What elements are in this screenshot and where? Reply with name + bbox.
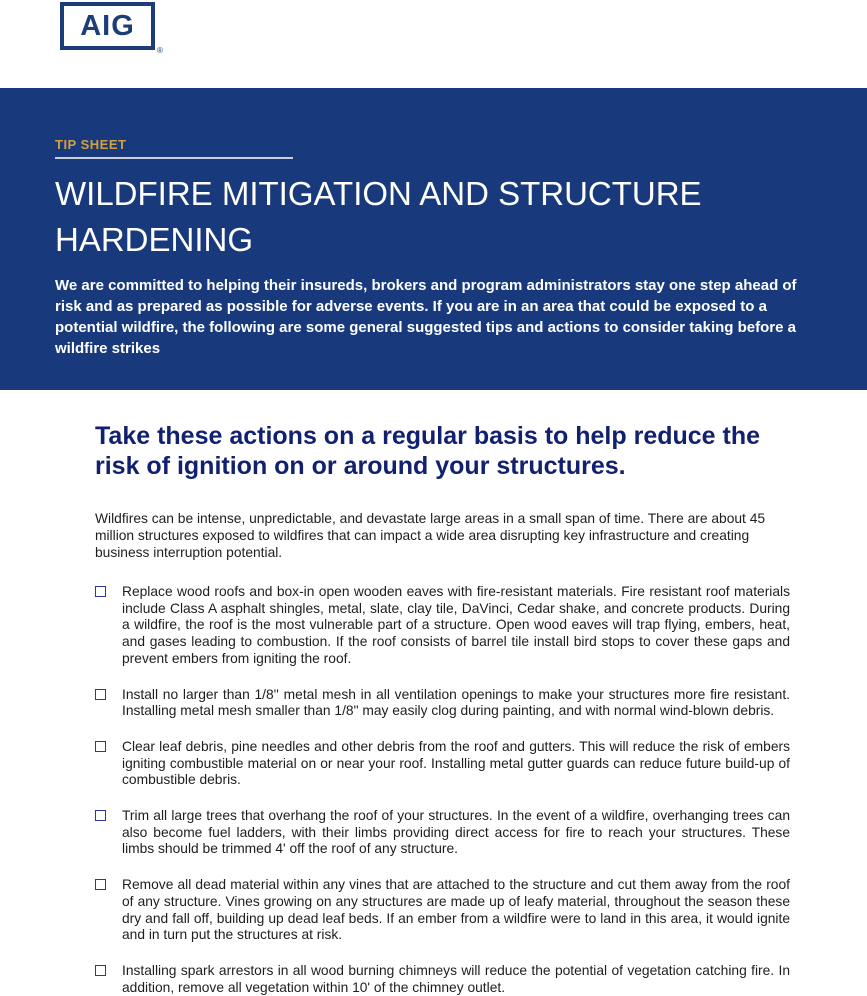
checkbox-icon: [95, 586, 106, 597]
banner: [0, 88, 867, 390]
checklist-item: [95, 808, 790, 858]
checklist-item: [95, 877, 790, 944]
aig-logo: [60, 2, 155, 50]
checklist-item: [95, 739, 790, 789]
checklist-item-text: Installing spark arrestors in all wood burning chimneys will reduce the potential of vegetation catching fire. In addition, remove all vegetation within 10' of the chimney outlet.: [122, 962, 790, 995]
checkbox-icon: [95, 965, 106, 976]
tip-sheet-label: TIP SHEET: [55, 137, 127, 152]
checklist-item-text: Remove all dead material within any vines that are attached to the structure and cut them away from the roof of any structure. Vines growing on any structures are made up of leafy material, throughout the season these dry and fall off, building up dead leaf beds. If an ember from a wildfire were to land in this area, it would ignite and in turn put the structures at risk.: [122, 877, 790, 943]
checkbox-icon: [95, 741, 106, 752]
checklist-item: [95, 584, 790, 668]
checklist-item-text: Trim all large trees that overhang the roof of your structures. In the event of a wildfire, overhanging trees can also become fuel ladders, with their limbs providing direct access for fire to reach your structures. These limbs should be trimmed 4' off the roof of any structure.: [122, 808, 790, 857]
checklist-item: [95, 687, 790, 720]
checkbox-icon: [95, 810, 106, 821]
checkbox-icon: [95, 689, 106, 700]
checkbox-icon: [95, 879, 106, 890]
checklist-item-text: Replace wood roofs and box-in open wooden eaves with fire-resistant materials. Fire resistant roof materials include Class A asphalt shingles, metal, slate, clay tile, DaVinci, Cedar shake, and concrete products. During a wildfire, the roof is the most vulnerable part of a structure. Open wood eaves will trap flying, embers, heat, and gases leading to combustion. If the roof consists of barrel tile install bird stops to cover these gaps and prevent embers from igniting the roof.: [122, 584, 790, 666]
page-header: [0, 0, 867, 88]
main-content: [0, 390, 867, 996]
checklist-item-text: Clear leaf debris, pine needles and other debris from the roof and gutters. This will reduce the risk of embers igniting combustible material on or near your roof. Installing metal gutter guards can reduce future build-up of combustible debris.: [122, 738, 790, 788]
banner-intro-paragraph: We are committed to helping their insureds, brokers and program administrators stay one step ahead of risk and as prepared as possible for adverse events. If you are in an area that could be exposed to a potential wildfire, the following are some general suggested tips and actions to consider taking before a wildfire strikes: [55, 277, 797, 357]
eyebrow-rule: [55, 136, 293, 159]
section-heading: Take these actions on a regular basis to help reduce the risk of ignition on or around your structures.: [95, 422, 761, 480]
section-intro-paragraph: Wildfires can be intense, unpredictable, and devastate large areas in a small span of time. There are about 45 million structures exposed to wildfires that can impact a wide area disrupting key infrastructure and creating business interruption potential.: [95, 511, 766, 560]
checklist: [95, 584, 790, 996]
aig-logo-text: AIG: [80, 9, 135, 42]
checklist-item: [95, 963, 790, 996]
registered-trademark-icon: ®: [157, 46, 163, 55]
checklist-item-text: Install no larger than 1/8'' metal mesh in all ventilation openings to make your structures more fire resistant. Installing metal mesh smaller than 1/8" may easily clog during painting, and with normal wind-blown debris.: [122, 686, 790, 719]
document-title: WILDFIRE MITIGATION AND STRUCTURE HARDENING: [55, 175, 702, 258]
